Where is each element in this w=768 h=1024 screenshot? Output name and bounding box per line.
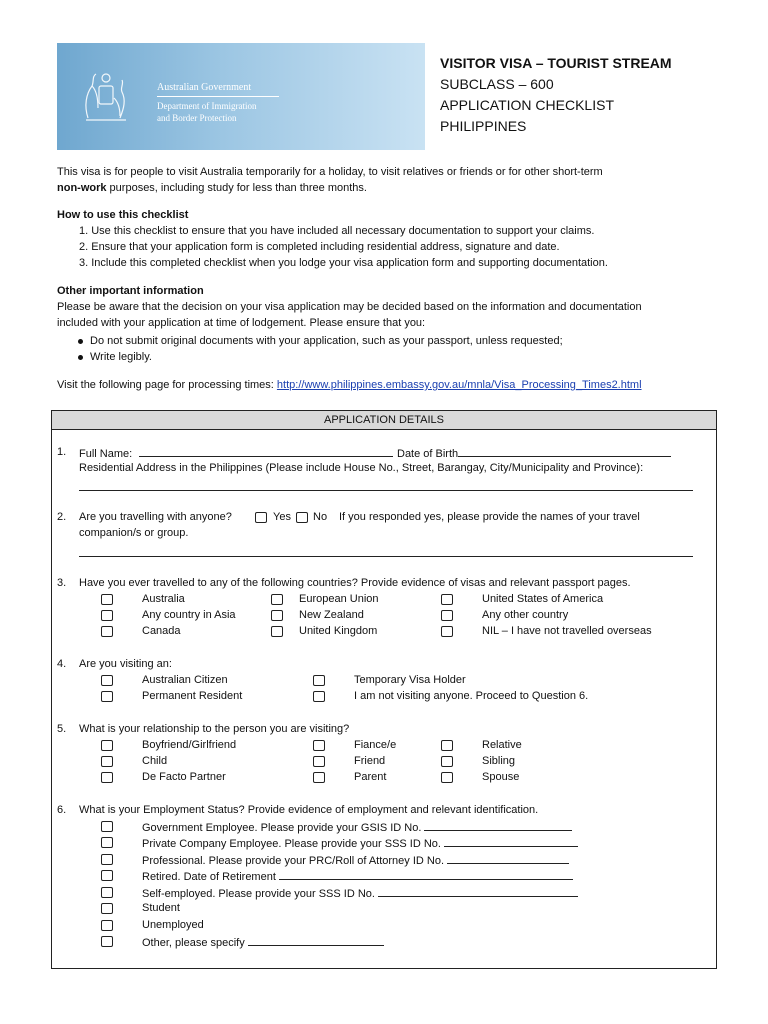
q2-number: 2. <box>57 511 67 523</box>
option-label: Child <box>142 755 168 767</box>
checkbox-private-employee[interactable] <box>101 837 113 848</box>
checkbox-european-union[interactable] <box>271 594 283 605</box>
checkbox-student[interactable] <box>101 903 113 914</box>
option-label: Sibling <box>482 755 516 767</box>
q2-followup-2: companion/s or group. <box>79 527 189 539</box>
q4-number: 4. <box>57 658 67 670</box>
bullet-icon <box>78 339 83 344</box>
checkbox-de-facto[interactable] <box>101 772 113 783</box>
option-label: Any country in Asia <box>142 609 236 621</box>
checkbox-not-visiting[interactable] <box>313 691 325 702</box>
employment-option: Private Company Employee. Please provide your SSS ID No. <box>142 836 578 850</box>
full-name-label: Full Name: <box>79 448 133 460</box>
checkbox-parent[interactable] <box>313 772 325 783</box>
employment-option: Retired. Date of Retirement <box>142 869 573 883</box>
q3-question: Have you ever travelled to any of the following countries? Provide evidence of visas and relevant passport pages. <box>79 577 631 589</box>
checkbox-nil[interactable] <box>441 626 453 637</box>
dob-label: Date of Birth <box>397 448 459 460</box>
q1-number: 1. <box>57 446 67 458</box>
address-label: Residential Address in the Philippines (Please include House No., Street, Barangay, City/Municipality and Province): <box>79 462 644 474</box>
employment-option: Self-employed. Please provide your SSS ID No. <box>142 886 578 900</box>
how-to-heading: How to use this checklist <box>57 209 189 221</box>
checkbox-professional[interactable] <box>101 854 113 865</box>
checkbox-unemployed[interactable] <box>101 920 113 931</box>
q2-question: Are you travelling with anyone? <box>79 511 232 523</box>
option-label: Friend <box>354 755 386 767</box>
option-label: European Union <box>299 593 379 605</box>
q5-question: What is your relationship to the person you are visiting? <box>79 723 350 735</box>
bullet-icon <box>78 355 83 360</box>
processing-times-link[interactable]: http://www.philippines.embassy.gov.au/mnla/Visa_Processing_Times2.html <box>276 379 642 391</box>
q5-number: 5. <box>57 723 67 735</box>
checkbox-other-country[interactable] <box>441 610 453 621</box>
option-label: Temporary Visa Holder <box>354 674 466 686</box>
option-label: Boyfriend/Girlfriend <box>142 739 237 751</box>
option-label: I am not visiting anyone. Proceed to Question 6. <box>354 690 589 702</box>
no-label: No <box>313 511 328 523</box>
other-specify-line[interactable] <box>248 935 384 946</box>
q6-question: What is your Employment Status? Provide evidence of employment and relevant identification. <box>79 804 539 816</box>
page-title: VISITOR VISA – TOURIST STREAM <box>440 55 672 71</box>
dob-line[interactable] <box>458 446 671 457</box>
option-label: Permanent Resident <box>142 690 243 702</box>
checkbox-retired[interactable] <box>101 870 113 881</box>
country-label: PHILIPPINES <box>440 118 527 134</box>
q3-number: 3. <box>57 577 67 589</box>
coat-of-arms-icon <box>78 68 134 126</box>
q2-followup: If you responded yes, please provide the names of your travel <box>339 511 640 523</box>
option-label: United States of America <box>482 593 604 605</box>
self-employed-sss-line[interactable] <box>378 886 578 897</box>
full-name-field[interactable] <box>79 446 393 460</box>
employment-option: Professional. Please provide your PRC/Roll of Attorney ID No. <box>142 853 569 867</box>
employment-option: Other, please specify <box>142 935 384 949</box>
q6-number: 6. <box>57 804 67 816</box>
option-label: Parent <box>354 771 387 783</box>
section-heading: APPLICATION DETAILS <box>52 411 716 430</box>
divider <box>157 96 279 97</box>
checkbox-australia[interactable] <box>101 594 113 605</box>
checkbox-other[interactable] <box>101 936 113 947</box>
q4-question: Are you visiting an: <box>79 658 172 670</box>
checkbox-asia[interactable] <box>101 610 113 621</box>
checkbox-usa[interactable] <box>441 594 453 605</box>
companions-line[interactable] <box>79 544 693 557</box>
checkbox-self-employed[interactable] <box>101 887 113 898</box>
checkbox-temporary-visa[interactable] <box>313 675 325 686</box>
gsis-id-line[interactable] <box>424 820 572 831</box>
sss-id-line[interactable] <box>444 836 578 847</box>
checkbox-spouse[interactable] <box>441 772 453 783</box>
option-label: Any other country <box>482 609 569 621</box>
how-to-steps <box>79 223 608 271</box>
option-label: Australia <box>142 593 185 605</box>
checkbox-friend[interactable] <box>313 756 325 767</box>
checkbox-fiance[interactable] <box>313 740 325 751</box>
checkbox-boyfriend-girlfriend[interactable] <box>101 740 113 751</box>
checkbox-relative[interactable] <box>441 740 453 751</box>
full-name-line[interactable] <box>139 446 393 457</box>
intro-text: This visa is for people to visit Australia temporarily for a holiday, to visit relatives or friends or for other short-term non-work purposes, including study for less than three months. <box>57 166 603 194</box>
checkbox-australian-citizen[interactable] <box>101 675 113 686</box>
option-label: New Zealand <box>299 609 364 621</box>
option-label: Fiance/e <box>354 739 397 751</box>
option-label: NIL – I have not travelled overseas <box>482 625 652 637</box>
checkbox-child[interactable] <box>101 756 113 767</box>
option-label: Spouse <box>482 771 520 783</box>
checkbox-sibling[interactable] <box>441 756 453 767</box>
gov-name: Australian Government <box>157 82 252 93</box>
option-label: Canada <box>142 625 181 637</box>
checkbox-canada[interactable] <box>101 626 113 637</box>
employment-option: Student <box>142 902 180 914</box>
other-info-text: Please be aware that the decision on your visa application may be decided based on the information and documentation included with your application at time of lodgement. Please ensure that you: <box>57 301 642 329</box>
other-info-heading: Other important information <box>57 285 204 297</box>
subclass: SUBCLASS – 600 <box>440 76 554 92</box>
checklist-label: APPLICATION CHECKLIST <box>440 97 615 113</box>
other-info-bullets: Do not submit original documents with your application, such as your passport, unless requested; Write legibly. <box>78 333 563 365</box>
employment-option: Unemployed <box>142 919 204 931</box>
option-label: United Kingdom <box>299 625 378 637</box>
department-name: Department of Immigration and Border Protection <box>157 101 257 123</box>
employment-option: Government Employee. Please provide your GSIS ID No. <box>142 820 572 834</box>
option-label: De Facto Partner <box>142 771 226 783</box>
no-checkbox[interactable] <box>296 512 308 523</box>
retirement-date-line[interactable] <box>279 869 573 880</box>
address-line[interactable] <box>79 478 693 491</box>
processing-line: Visit the following page for processing times: http://www.philippines.embassy.gov.au/mnla/Visa_Processing_Times2.html <box>57 379 642 391</box>
step: 3. Include this completed checklist when you lodge your visa application form and supporting documentation. <box>79 257 608 269</box>
prc-id-line[interactable] <box>447 853 569 864</box>
yes-checkbox[interactable] <box>255 512 267 523</box>
checkbox-united-kingdom[interactable] <box>271 626 283 637</box>
checkbox-government-employee[interactable] <box>101 821 113 832</box>
option-label: Relative <box>482 739 522 751</box>
step: 1. Use this checklist to ensure that you have included all necessary documentation to support your claims. <box>79 225 595 237</box>
checkbox-new-zealand[interactable] <box>271 610 283 621</box>
checkbox-permanent-resident[interactable] <box>101 691 113 702</box>
yes-label: Yes <box>273 511 291 523</box>
step: 2. Ensure that your application form is completed including residential address, signature and date. <box>79 241 560 253</box>
dob-field[interactable] <box>397 446 671 460</box>
option-label: Australian Citizen <box>142 674 228 686</box>
